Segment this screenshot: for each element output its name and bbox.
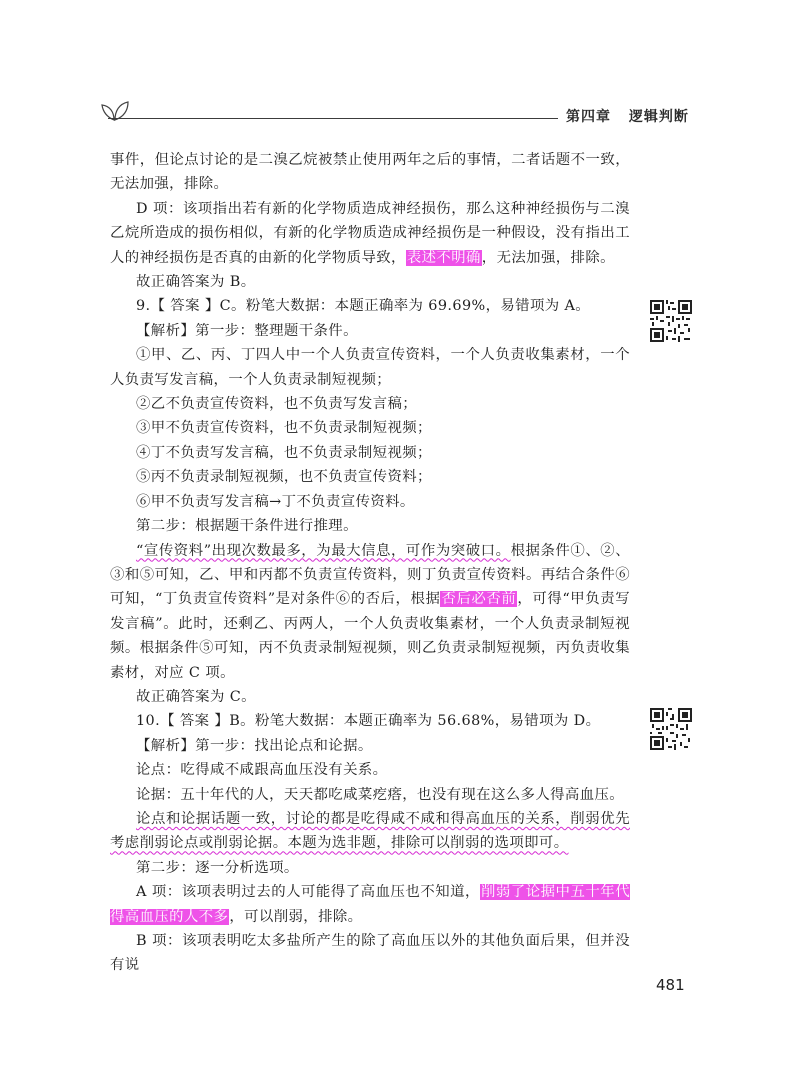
answer-line: 9.【 答案 】C。粉笔大数据：本题正确率为 69.69%，易错项为 A。: [136, 298, 591, 315]
paragraph: 论据：五十年代的人，天天都吃咸菜疙瘩，也没有现在这么多人得高血压。: [136, 786, 625, 803]
paragraph: [110, 539, 630, 685]
condition: ②乙不负责宣传资料，也不负责写发言稿；: [136, 396, 418, 413]
paragraph: 故正确答案为 B。: [136, 274, 256, 291]
header-rule: [108, 118, 558, 119]
condition: ③甲不负责宣传资料，也不负责录制短视频；: [136, 420, 432, 437]
paragraph: 【解析】第一步：找出论点和论据。: [136, 737, 373, 754]
paragraph: 第二步：根据题干条件进行推理。: [136, 518, 358, 535]
highlight: 否后必否前: [441, 591, 517, 608]
text-run: A 项：该项表明过去的人可能得了高血压也不知道，: [136, 884, 480, 901]
paragraph: [110, 197, 630, 270]
paragraph: 故正确答案为 C。: [136, 688, 256, 705]
condition: ①甲、乙、丙、丁四人中一个人负责宣传资料，一个人负责收集素材，一个人负责写发言稿，一个人负责录制短视频；: [110, 347, 630, 388]
text-run: D 项：该项指出若有新的化学物质造成神经损伤，那么这种神经损伤与二溴乙烷所造成的损伤相似，有新的化学物质造成神经损伤是一种假设，没有指出工人的神经损伤是否真的由新的化学物质导致，: [110, 200, 630, 266]
qr-code-icon[interactable]: [650, 708, 692, 750]
chapter-number: 第四章: [566, 109, 611, 125]
highlight: 表述不明确: [406, 249, 481, 266]
highlight: 削弱了论据中五十年代得高血压的人不多: [110, 884, 630, 925]
chapter-heading: [566, 106, 689, 126]
wavy-underline: “宣传资料”出现次数最多，为最大信息，可作为突破口。: [136, 542, 511, 559]
page-content: [110, 148, 630, 978]
paragraph: 第二步：逐一分析选项。: [136, 859, 299, 876]
paragraph: 【解析】第一步：整理题干条件。: [136, 322, 358, 339]
text-run: ，可以削弱，排除。: [229, 908, 363, 925]
qr-code-icon[interactable]: [650, 300, 692, 342]
wavy-underline: 论点和论据话题一致，讨论的都是吃得咸不咸和得高血压的关系，削弱优先考虑削弱论点或削弱论据。本题为选非题，排除可以削弱的选项即可。: [110, 810, 630, 852]
chapter-title: 逻辑判断: [628, 109, 689, 125]
paragraph: 论点：吃得咸不咸跟高血压没有关系。: [136, 762, 388, 779]
condition: ⑥甲不负责写发言稿→丁不负责宣传资料。: [136, 493, 415, 510]
text-run: ，无法加强，排除。: [481, 249, 615, 266]
condition: ④丁不负责写发言稿，也不负责录制短视频；: [136, 444, 432, 461]
paragraph: B 项：该项表明吃太多盐所产生的除了高血压以外的其他负面后果，但并没有说: [110, 933, 630, 974]
text-run: 根据条件①、②、③和⑤可知，乙、甲和丙都不负责宣传资料，则丁负责宣传资料。再结合条件⑥可知，“丁负责宣传资料”是对条件⑥的否后，根据: [110, 542, 631, 608]
paragraph: [110, 807, 630, 856]
answer-line: 10.【 答案 】B。粉笔大数据：本题正确率为 56.68%，易错项为 D。: [136, 713, 601, 730]
page-number: 481: [656, 976, 685, 994]
paragraph: [110, 880, 630, 929]
text-run: ，可得“甲负责写发言稿”。此时，还剩乙、丙两人，一个人负责收集素材，一个人负责录制短视频。根据条件⑤可知，丙不负责录制短视频，则乙负责录制短视频，丙负责收集素材，对应 C 项。: [110, 591, 630, 681]
paragraph: 事件，但论点讨论的是二溴乙烷被禁止使用两年之后的事情，二者话题不一致，无法加强，排除。: [110, 152, 630, 193]
condition: ⑤丙不负责录制短视频，也不负责宣传资料；: [136, 469, 432, 486]
